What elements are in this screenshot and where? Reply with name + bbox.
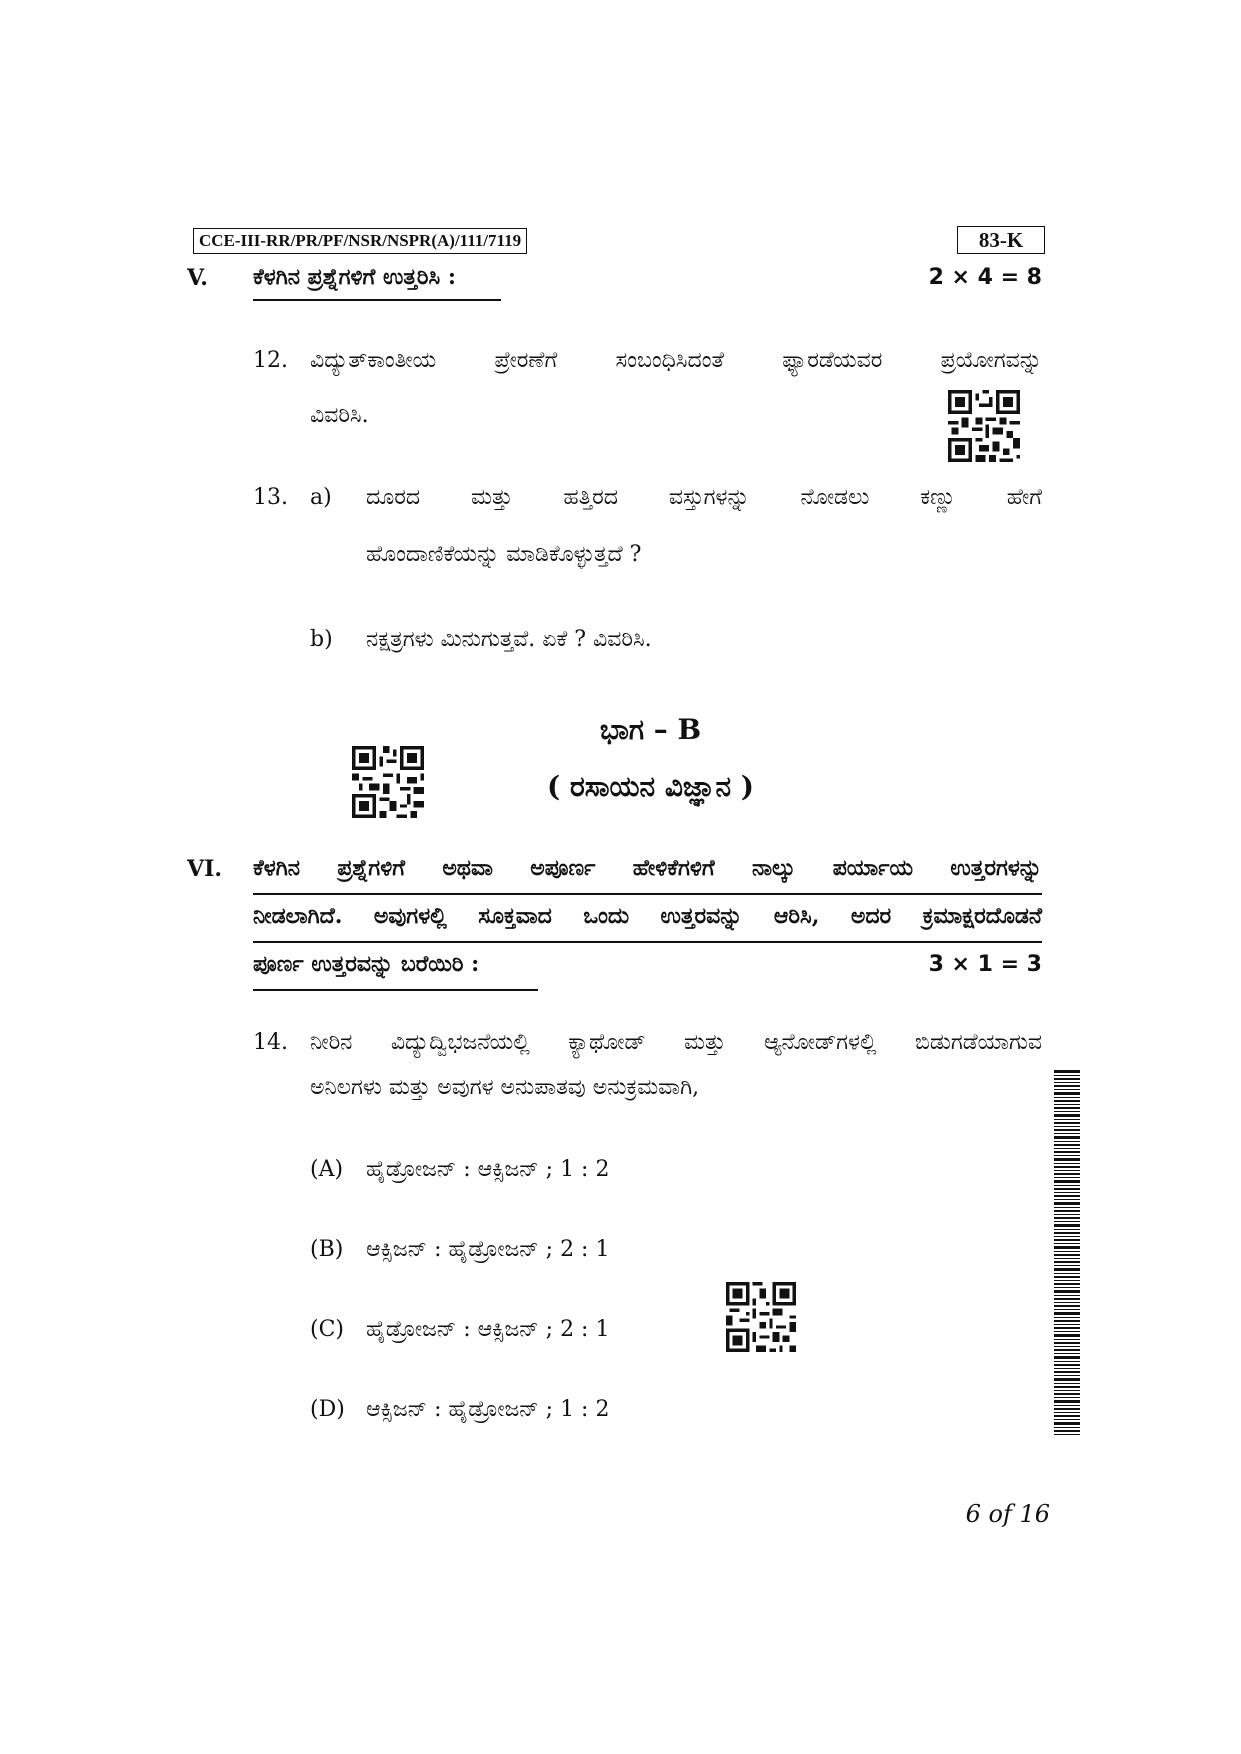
option-c-label: (C) <box>310 1317 344 1342</box>
q13b-text: ನಕ್ಷತ್ರಗಳು ಮಿನುಗುತ್ತವೆ. ಏಕೆ ? ವಿವರಿಸಿ. <box>366 627 652 652</box>
q12-line1: ವಿದ್ಯುತ್‌ಕಾಂತೀಯ ಪ್ರೇರಣೆಗೆ ಸಂಬಂಧಿಸಿದಂತೆ ಫ್ಯಾರಡೆಯವರ ಪ್ರಯೋಗವನ್ನು <box>310 348 1042 373</box>
q14-line1: ನೀರಿನ ವಿದ್ಯುದ್ವಿಭಜನೆಯಲ್ಲಿ ಕ್ಯಾಥೋಡ್ ಮತ್ತು ಆ್ಯನೋಡ್‌ಗಳಲ್ಲಿ ಬಿಡುಗಡೆಯಾಗುವ <box>310 1030 1042 1055</box>
option-b-label: (B) <box>310 1237 344 1262</box>
section-vi-underline-3 <box>253 989 538 991</box>
section-vi-marks: 3 × 1 = 3 <box>928 952 1042 977</box>
page-number: 6 of 16 <box>965 1500 1050 1528</box>
q13a-line1: ದೂರದ ಮತ್ತು ಹತ್ತಿರದ ವಸ್ತುಗಳನ್ನು ನೋಡಲು ಕಣ್ಣು ಹೇಗೆ <box>366 485 1042 510</box>
option-b-text: ಆಕ್ಸಿಜನ್ : ಹೈಡ್ರೋಜನ್ ; 2 : 1 <box>366 1237 610 1262</box>
section-vi-underline-2 <box>253 941 1042 943</box>
section-v-numeral: V. <box>187 265 208 291</box>
option-a-text: ಹೈಡ್ರೋಜನ್ : ಆಕ್ಸಿಜನ್ ; 1 : 2 <box>366 1157 610 1182</box>
section-vi-numeral: VI. <box>187 856 223 882</box>
option-d-label: (D) <box>310 1397 345 1422</box>
section-vi-instruction-line1: ಕೆಳಗಿನ ಪ್ರಶ್ನೆಗಳಿಗೆ ಅಥವಾ ಅಪೂರ್ಣ ಹೇಳಿಕೆಗಳಿಗೆ ನಾಲ್ಕು ಪರ್ಯಾಯ ಉತ್ತರಗಳನ್ನು <box>253 855 1042 881</box>
part-b-subtitle: ( ರಸಾಯನ ವಿಜ್ಞಾನ ) <box>546 770 755 803</box>
qr-code-icon <box>352 746 424 818</box>
q14-line2: ಅನಿಲಗಳು ಮತ್ತು ಅವುಗಳ ಅನುಪಾತವು ಅನುಕ್ರಮವಾಗಿ, <box>310 1075 700 1100</box>
qr-code-icon <box>726 1282 796 1352</box>
section-vi-underline-1 <box>253 893 1042 895</box>
q14-number: 14. <box>253 1030 288 1055</box>
section-v-instruction: ಕೆಳಗಿನ ಪ್ರಶ್ನೆಗಳಿಗೆ ಉತ್ತರಿಸಿ : <box>253 264 456 290</box>
part-b-title: ಭಾಗ – B <box>599 713 702 746</box>
option-c-text: ಹೈಡ್ರೋಜನ್ : ಆಕ್ಸಿಜನ್ ; 2 : 1 <box>366 1317 610 1342</box>
barcode-icon <box>1054 1070 1080 1436</box>
section-vi-instruction-line2: ನೀಡಲಾಗಿದೆ. ಅವುಗಳಲ್ಲಿ ಸೂಕ್ತವಾದ ಒಂದು ಉತ್ತರವನ್ನು ಆರಿಸಿ, ಅದರ ಕ್ರಮಾಕ್ಷರದೊಡನೆ <box>253 903 1042 929</box>
q13-number: 13. <box>253 485 288 510</box>
option-d-text: ಆಕ್ಸಿಜನ್ : ಹೈಡ್ರೋಜನ್ ; 1 : 2 <box>366 1397 610 1422</box>
section-vi-instruction-line3: ಪೂರ್ಣ ಉತ್ತರವನ್ನು ಬರೆಯಿರಿ : <box>253 951 480 977</box>
q13a-line2: ಹೊಂದಾಣಿಕೆಯನ್ನು ಮಾಡಿಕೊಳ್ಳುತ್ತದೆ ? <box>366 542 642 567</box>
q12-line2: ವಿವರಿಸಿ. <box>310 403 369 428</box>
option-a-label: (A) <box>310 1157 344 1182</box>
subject-code: 83-K <box>957 226 1045 254</box>
paper-code: CCE-III-RR/PR/PF/NSR/NSPR(A)/111/7119 <box>193 228 527 254</box>
qr-code-icon <box>948 390 1020 462</box>
q12-number: 12. <box>253 348 288 373</box>
section-v-underline <box>253 299 501 301</box>
section-v-marks: 2 × 4 = 8 <box>928 265 1042 290</box>
q13b-label: b) <box>310 627 333 652</box>
q13a-label: a) <box>310 485 332 510</box>
